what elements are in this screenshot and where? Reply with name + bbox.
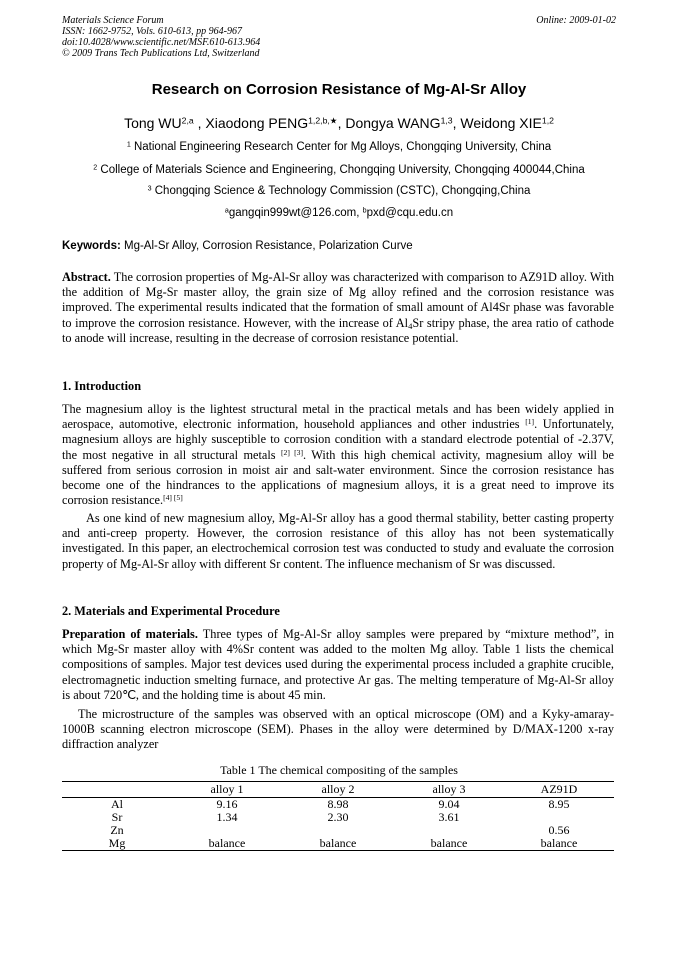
table-header-row [62,782,614,798]
abstract-paragraph: Abstract. The corrosion properties of Mg-Al-Sr alloy was characterized with comparison to AZ91D alloy. With the addition of Mg-Sr master alloy, the grain size of Mg alloy refined and the corrosion resistance was improved. The experimental results indicated that the formation of small amount of Al4Sr phase was favorable to improve the corrosion resistance. However, with the increase of $Al_4Sr$ stripy phase, the area ratio of cathode to anode will increase, resulting in the decrease of corrosion resistance potential. [62,270,614,345]
table-cell: 8.98 [327,797,349,811]
email-b: pxd@cqu.edu.cn [366,207,454,219]
author-sup: 1,2 [541,115,554,126]
table-row [62,811,614,824]
table-header-cell: AZ91D [504,782,614,798]
journal-name: Materials Science Forum [62,15,164,26]
section-heading-introduction: 1. Introduction [62,379,142,393]
table-cell: 3.61 [438,810,460,824]
author-list: Tong WU$^{2,a}$ , Xiaodong $PENG^{1,2,b,★}$, Dongya WANG$^{1,3}$, Weidong XIE$^{1,2}$ [124,115,554,131]
table-cell: 8.95 [548,797,570,811]
online-date: Online: 2009-01-02 [536,15,616,26]
methods-paragraph-1: Preparation of materials. Three types of Mg-Al-Sr alloy samples were prepared by “mixture method”, in which Mg-Sr master alloy with 4%Sr content was added to the molten Mg alloy. Table 1 lists the chemical compositions of samples. Major test devices used during the experimental process included a graphite crucible, electromagnetic induction smelting furnace, and protective Ar gas. The melting temperature of Mg-Al-Sr alloy is about 720℃, and the holding time is about 45 min. [62,627,615,702]
table-cell: 0.56 [548,823,570,837]
intro-paragraph-2: As one kind of new magnesium alloy, Mg-Al-Sr alloy has a good thermal stability, better casting property and anti-creep property. However, the corrosion resistance of this alloy has not been systematically investigated. In this paper, an electrochemical corrosion test was conducted to study and evaluate the corrosion property of Mg-Al-Sr alloy with different Sr content. The influence mechanism of Sr was discussed. [62,511,614,571]
table-cell: 9.04 [438,797,460,811]
table-header-cell: alloy 1 [172,782,282,798]
author-sup: 1,2,b,★ [308,115,338,126]
paper-title: Research on Corrosion Resistance of Mg-Al-Sr Alloy [151,81,527,98]
table-cell: Sr [111,810,123,824]
table-cell: Al [111,797,123,811]
table-header-cell [62,782,172,798]
email-line: $^a$gangqin999wt@126.com, $^b$pxd@cqu.edu.cn [224,206,454,219]
author-name: Weidong XIE [460,115,542,131]
table-cell: 2.30 [327,810,349,824]
table-cell: balance [394,837,504,851]
prep-label: Preparation of materials. [62,627,198,641]
author-name: Dongya WANG [345,115,441,131]
email-a: gangqin999wt@126.com, [228,207,360,219]
table-cell: Zn [110,823,124,837]
abstract-label: Abstract. [62,270,111,284]
section-heading-methods: 2. Materials and Experimental Procedure [62,604,280,618]
doi-line: doi:10.4028/www.scientific.net/MSF.610-613.964 [62,37,261,48]
keywords-text: Mg-Al-Sr Alloy, Corrosion Resistance, Polarization Curve [124,240,413,252]
table-header-cell: alloy 3 [394,782,504,798]
table-header-cell: alloy 2 [282,782,394,798]
author-sup: 1,3 [440,115,453,126]
keywords-label: Keywords: [62,240,121,252]
affiliation-3: $^3$ Chongqing Science & Technology Commission (CSTC), Chongqing,China [147,184,531,197]
table-cell: balance [504,837,614,851]
table-row [62,798,614,812]
citation: [2] [3] [281,447,304,457]
table-cell: balance [172,837,282,851]
table-cell: Mg [62,837,172,851]
table-cell: 9.16 [216,797,238,811]
citation: [4] [5] [163,493,183,503]
table-row [62,837,614,851]
intro-paragraph-1: The magnesium alloy is the lightest structural metal in the practical metals and has been widely applied in aerospace, automotive, electronic information, household appliances and other industries [1]. Unfortunately, magnesium alloys are highly susceptible to corrosion condition with a standard electrode potential of -2.37V, the most negative in all structural metals [2] [3]. With this high chemical activity, magnesium alloy will be suffered from serious corrosion in moist air and salt-water environment. Since the corrosion resistance has become one of the hindrances to the applications of magnesium alloys, it is a great need to improve its corrosion resistance.[4] [5] [62,402,615,508]
issn-line: ISSN: 1662-9752, Vols. 610-613, pp 964-967 [62,26,242,37]
composition-table [62,781,614,851]
journal-header [62,15,260,59]
affiliation-1: $^1$ National Engineering Research Center for Mg Alloys, Chongqing University, China [126,140,552,153]
methods-paragraph-2: The microstructure of the samples was observed with an optical microscope (OM) and a Kyky-amaray-1000B scanning electron microscope (SEM). Phases in the alloy were determined by D/MAX-1200 x-ray diffraction analyzer [62,707,614,752]
author-name: Xiaodong PENG [205,115,309,131]
copyright-line: © 2009 Trans Tech Publications Ltd, Switzerland [62,48,260,59]
keywords [62,240,413,252]
table-cell: balance [282,837,394,851]
table-caption: Table 1 The chemical compositing of the samples [220,763,458,777]
affiliation-2: $^2$ College of Materials Science and Engineering, Chongqing University, Chongqing 400044,China [93,163,585,176]
table-cell: 1.34 [216,810,238,824]
citation: [1] [525,417,535,427]
author-sup: 2,a [181,115,194,126]
author-name: Tong WU [124,115,182,131]
